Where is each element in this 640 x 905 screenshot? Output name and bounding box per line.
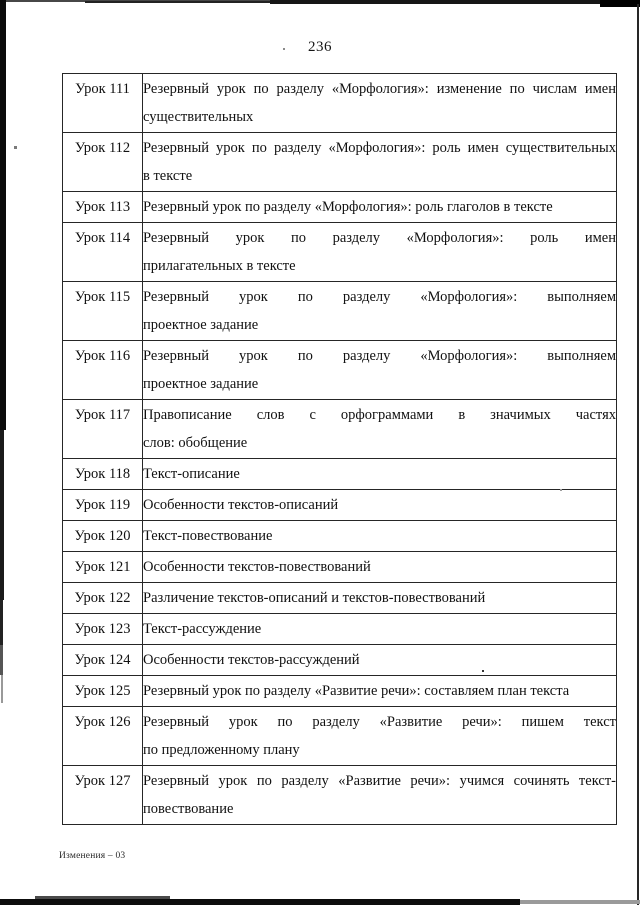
lesson-topic-line: Резервный урок по разделу «Морфология»: изменение по числам имен — [143, 81, 616, 97]
lesson-topic-cell — [143, 74, 617, 133]
lesson-topic-cell — [143, 192, 617, 223]
lesson-topic-cell — [143, 645, 617, 676]
lesson-topic-cell — [143, 282, 617, 341]
scan-artifact-bottom-edge — [35, 896, 170, 899]
lesson-topic-line: Резервный урок по разделу «Морфология»: роль имен существительных — [143, 140, 616, 156]
lesson-topic-line: Различение текстов-описаний и текстов-повествований — [143, 590, 486, 606]
lesson-topic-line: Особенности текстов-повествований — [143, 559, 371, 575]
table-row — [63, 614, 617, 645]
table-row — [63, 707, 617, 766]
lesson-number-cell: Урок 126 — [63, 707, 143, 766]
table-row — [63, 521, 617, 552]
lesson-number-cell: Урок 121 — [63, 552, 143, 583]
table-row — [63, 192, 617, 223]
scan-artifact-right-edge — [637, 4, 639, 905]
scan-artifact-top-edge — [85, 1, 640, 3]
lesson-number-cell: Урок 111 — [63, 74, 143, 133]
table-row — [63, 490, 617, 521]
table-row — [63, 223, 617, 282]
lesson-number-cell: Урок 120 — [63, 521, 143, 552]
lesson-topic-cell — [143, 707, 617, 766]
lesson-topic-line: прилагательных в тексте — [143, 258, 296, 274]
lesson-number-cell: Урок 115 — [63, 282, 143, 341]
scan-artifact-bottom-edge — [0, 899, 520, 905]
table-row — [63, 583, 617, 614]
lesson-topic-line: в тексте — [143, 168, 193, 184]
table-row — [63, 133, 617, 192]
lesson-number-cell: Урок 122 — [63, 583, 143, 614]
lesson-number-cell: Урок 127 — [63, 766, 143, 825]
table-row — [63, 400, 617, 459]
lesson-topic-line: Резервный урок по разделу «Морфология»: роль имен — [143, 230, 616, 246]
page-number: 236 — [308, 39, 332, 55]
lesson-number-cell: Урок 123 — [63, 614, 143, 645]
lesson-number-cell: Урок 116 — [63, 341, 143, 400]
lesson-number-cell: Урок 124 — [63, 645, 143, 676]
lesson-topic-line: повествование — [143, 801, 234, 817]
lesson-topic-line: существительных — [143, 109, 254, 125]
lesson-topic-line: проектное задание — [143, 317, 259, 333]
scan-artifact-top-edge — [0, 0, 640, 2]
scan-artifact-left-edge — [0, 600, 3, 645]
lesson-number-cell: Урок 114 — [63, 223, 143, 282]
lesson-topic-cell — [143, 521, 617, 552]
lesson-number-cell: Урок 125 — [63, 676, 143, 707]
lesson-topic-line: по предложенному плану — [143, 742, 300, 758]
scan-artifact-top-edge — [270, 0, 600, 4]
scan-artifact-left-edge — [1, 675, 3, 703]
lesson-topic-cell — [143, 223, 617, 282]
scan-artifact-left-edge — [0, 430, 4, 600]
scan-artifact-left-edge — [0, 0, 6, 430]
lesson-topic-cell — [143, 766, 617, 825]
lesson-topic-cell — [143, 614, 617, 645]
scan-artifact-bottom-edge — [520, 900, 640, 904]
table-row — [63, 676, 617, 707]
lesson-topic-line: слов: обобщение — [143, 435, 248, 451]
footer-revision-label: Изменения – 03 — [59, 851, 126, 861]
lesson-number-cell: Урок 113 — [63, 192, 143, 223]
lesson-topic-line: Особенности текстов-описаний — [143, 497, 339, 513]
table-row — [63, 459, 617, 490]
lesson-number-cell: Урок 118 — [63, 459, 143, 490]
lesson-topic-line: Текст-рассуждение — [143, 621, 262, 637]
lesson-topic-line: проектное задание — [143, 376, 259, 392]
table-row — [63, 341, 617, 400]
lesson-number-cell: Урок 112 — [63, 133, 143, 192]
lesson-topic-cell — [143, 400, 617, 459]
lesson-topic-line: Правописание слов с орфограммами в значимых частях — [143, 407, 616, 423]
lesson-topic-line: Резервный урок по разделу «Морфология»: роль глаголов в тексте — [143, 199, 553, 215]
lesson-topic-line: Особенности текстов-рассуждений — [143, 652, 360, 668]
lesson-topic-line: Резервный урок по разделу «Морфология»: выполняем — [143, 348, 616, 364]
lessons-table — [62, 73, 617, 825]
lesson-topic-line: Резервный урок по разделу «Морфология»: выполняем — [143, 289, 616, 305]
lesson-topic-cell — [143, 133, 617, 192]
scan-artifact-top-right-corner — [600, 0, 640, 7]
lesson-topic-cell — [143, 552, 617, 583]
table-row — [63, 552, 617, 583]
lesson-topic-line: Текст-повествование — [143, 528, 273, 544]
lesson-topic-cell — [143, 341, 617, 400]
lesson-number-cell: Урок 119 — [63, 490, 143, 521]
lesson-topic-line: Текст-описание — [143, 466, 240, 482]
lesson-topic-line: Резервный урок по разделу «Развитие речи»: пишем текст — [143, 714, 616, 730]
lessons-table-body — [63, 74, 617, 825]
table-row — [63, 645, 617, 676]
table-row — [63, 282, 617, 341]
lesson-topic-line: Резервный урок по разделу «Развитие речи»: составляем план текста — [143, 683, 570, 699]
lesson-topic-cell — [143, 583, 617, 614]
lesson-topic-cell — [143, 459, 617, 490]
lesson-topic-cell — [143, 676, 617, 707]
lesson-number-cell: Урок 117 — [63, 400, 143, 459]
lesson-topic-cell — [143, 490, 617, 521]
scan-artifact-left-edge — [0, 645, 3, 675]
table-row — [63, 74, 617, 133]
lesson-topic-line: Резервный урок по разделу «Развитие речи»: учимся сочинять текст- — [143, 773, 616, 789]
table-row — [63, 766, 617, 825]
scan-speck — [14, 146, 17, 149]
